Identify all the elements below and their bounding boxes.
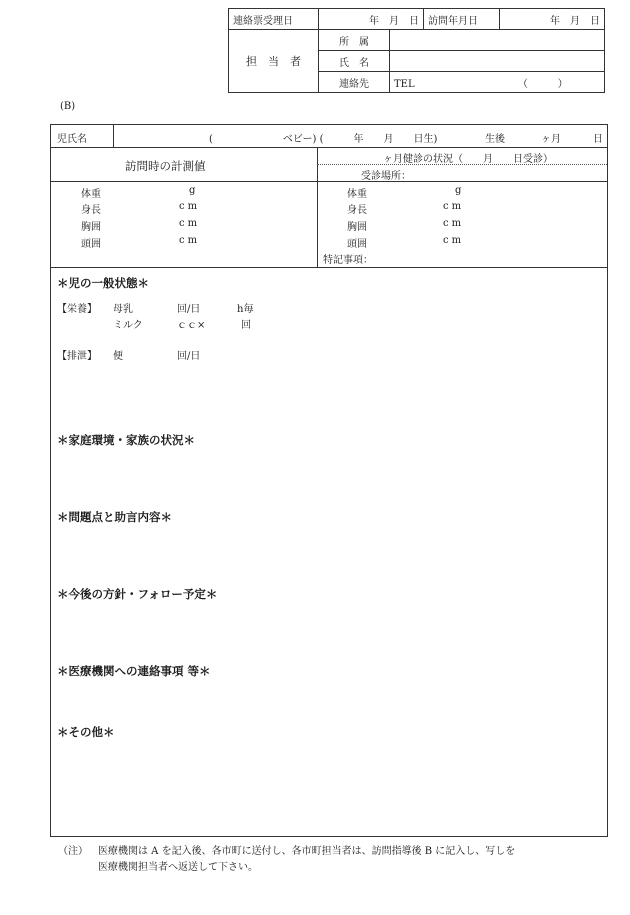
excretion-label: 【排泄】 xyxy=(57,351,97,362)
breast-milk-interval[interactable]: h毎 xyxy=(237,304,254,315)
formula-amount[interactable]: ｃｃ× xyxy=(177,320,206,331)
staff-name-label: 氏 名 xyxy=(319,51,390,72)
note-label: （注） xyxy=(58,846,88,857)
checkup-title: ヶ月健診の状況（ 月 日受診） xyxy=(383,154,553,165)
tel-label: TEL xyxy=(394,78,415,90)
right-head-unit[interactable]: cm xyxy=(443,235,465,246)
right-head-label: 頭囲 xyxy=(347,239,367,250)
right-height-unit[interactable]: cm xyxy=(443,201,465,212)
dept-label: 所 属 xyxy=(319,30,390,51)
visit-record-form xyxy=(50,124,608,837)
right-weight-unit[interactable]: g xyxy=(455,185,462,196)
receipt-date-field[interactable]: 年 月 日 xyxy=(319,9,424,30)
plan-heading: ＊今後の方針・フォロー予定＊ xyxy=(57,587,218,601)
visit-date-field[interactable]: 年 月 日 xyxy=(500,9,605,30)
note-line-1: 医療機関は A を記入後、各市町に送付し、各市町担当者は、訪問指導後 B に記入し、写しを xyxy=(98,846,516,857)
age-label: 生後 xyxy=(485,134,505,145)
receipt-table xyxy=(228,8,605,93)
left-weight-label: 体重 xyxy=(81,189,101,200)
note-line-2: 医療機関担当者へ返送して下さい。 xyxy=(98,862,258,873)
divider xyxy=(51,267,607,268)
divider xyxy=(51,147,607,148)
family-heading: ＊家庭環境・家族の状況＊ xyxy=(57,433,195,447)
nutrition-label: 【栄養】 xyxy=(57,304,97,315)
left-head-unit[interactable]: cm xyxy=(179,235,201,246)
staff-name-field[interactable] xyxy=(390,51,605,72)
right-chest-label: 胸囲 xyxy=(347,222,367,233)
contact-field[interactable] xyxy=(390,72,605,93)
contact-label: 連絡先 xyxy=(319,72,390,93)
right-height-label: 身長 xyxy=(347,205,367,216)
stool-freq[interactable]: 回/日 xyxy=(177,351,201,362)
child-name-label: 児氏名 xyxy=(57,134,87,145)
left-chest-label: 胸囲 xyxy=(81,222,101,233)
staff-label: 担 当 者 xyxy=(229,30,319,93)
section-label: (B) xyxy=(60,101,76,112)
other-heading: ＊その他＊ xyxy=(57,725,115,739)
stool-label: 便 xyxy=(113,351,123,362)
age-unit: ヶ月 xyxy=(541,134,561,145)
formula-count[interactable]: 回 xyxy=(241,320,251,331)
left-chest-unit[interactable]: cm xyxy=(179,218,201,229)
divider xyxy=(113,125,114,147)
visit-date-label: 訪問年月日 xyxy=(424,9,500,30)
right-chest-unit[interactable]: cm xyxy=(443,218,465,229)
breast-milk-freq[interactable]: 回/日 xyxy=(177,304,201,315)
dept-field[interactable] xyxy=(390,30,605,51)
right-weight-label: 体重 xyxy=(347,189,367,200)
left-head-label: 頭囲 xyxy=(81,239,101,250)
receipt-date-label: 連絡票受理日 xyxy=(229,9,319,30)
general-state-heading: ＊児の一般状態＊ xyxy=(57,276,149,290)
visit-measure-title: 訪問時の計測値 xyxy=(125,159,206,173)
divider xyxy=(317,164,607,165)
special-notes-label[interactable]: 特記事項： xyxy=(323,255,373,266)
problems-heading: ＊問題点と助言内容＊ xyxy=(57,510,172,524)
breast-milk-label: 母乳 xyxy=(113,304,133,315)
tel-paren: （ ） xyxy=(517,78,568,90)
formula-label: ミルク xyxy=(113,320,143,331)
divider xyxy=(317,147,318,267)
divider xyxy=(51,181,607,182)
left-height-label: 身長 xyxy=(81,205,101,216)
left-height-unit[interactable]: cm xyxy=(179,201,201,212)
day-unit: 日 xyxy=(593,134,603,145)
child-name-field[interactable]: ( ベビー) ( 年 月 日生) xyxy=(209,134,438,145)
left-weight-unit[interactable]: g xyxy=(189,185,196,196)
medical-contact-heading: ＊医療機関への連絡事項 等＊ xyxy=(57,664,211,678)
checkup-place-label[interactable]: 受診場所： xyxy=(361,171,411,182)
